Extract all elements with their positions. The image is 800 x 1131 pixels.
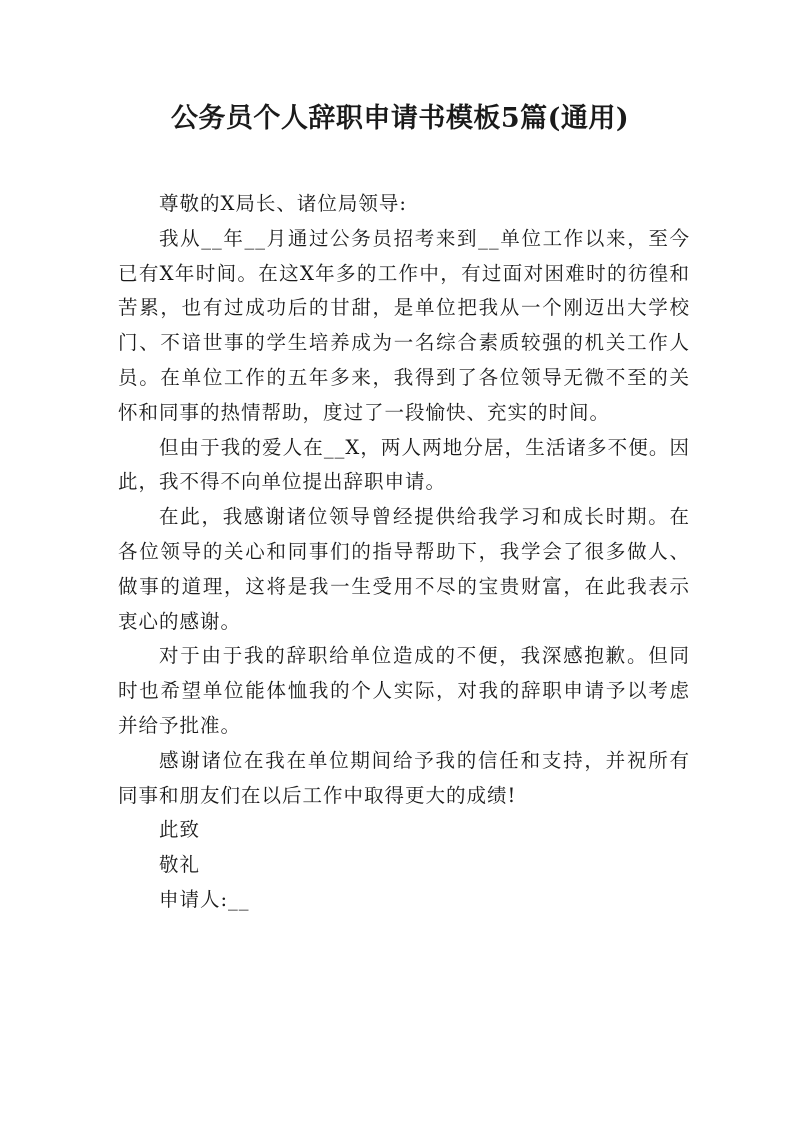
salutation: 尊敬的X局长、诸位局领导: bbox=[158, 192, 407, 215]
signature-line: 申请人:__ bbox=[158, 887, 250, 911]
document-title: 公务员个人辞职申请书模板5篇(通用) bbox=[170, 103, 630, 134]
paragraph: 但由于我的爱人在__X，两人两地分居，生活诸多不便。因此，我不得不向单位提出辞职申请。 bbox=[118, 435, 690, 494]
letter-body bbox=[118, 187, 690, 918]
paragraph: 感谢诸位在我在单位期间给予我的信任和支持，并祝所有同事和朋友们在以后工作中取得更大的成绩! bbox=[118, 748, 690, 807]
closing-regards: 此致 bbox=[158, 818, 200, 842]
paragraph: 在此，我感谢诸位领导曾经提供给我学习和成长时期。在各位领导的关心和同事们的指导帮助下，我学会了很多做人、做事的道理，这将是我一生受用不尽的宝贵财富，在此我表示衷心的感谢。 bbox=[118, 505, 690, 633]
paragraph: 我从__年__月通过公务员招考来到__单位工作以来，至今已有X年时间。在这X年多的工作中，有过面对困难时的彷徨和苦累，也有过成功后的甘甜，是单位把我从一个刚迈出大学校门、不谙世事的学生培养成为一名综合素质较强的机关工作人员。在单位工作的五年多来，我得到了各位领导无微不至的关怀和同事的热情帮助，度过了一段愉快、充实的时间。 bbox=[118, 226, 690, 424]
paragraph: 对于由于我的辞职给单位造成的不便，我深感抱歉。但同时也希望单位能体恤我的个人实际，对我的辞职申请予以考虑并给予批准。 bbox=[118, 644, 690, 737]
closing-salute: 敬礼 bbox=[158, 853, 200, 877]
